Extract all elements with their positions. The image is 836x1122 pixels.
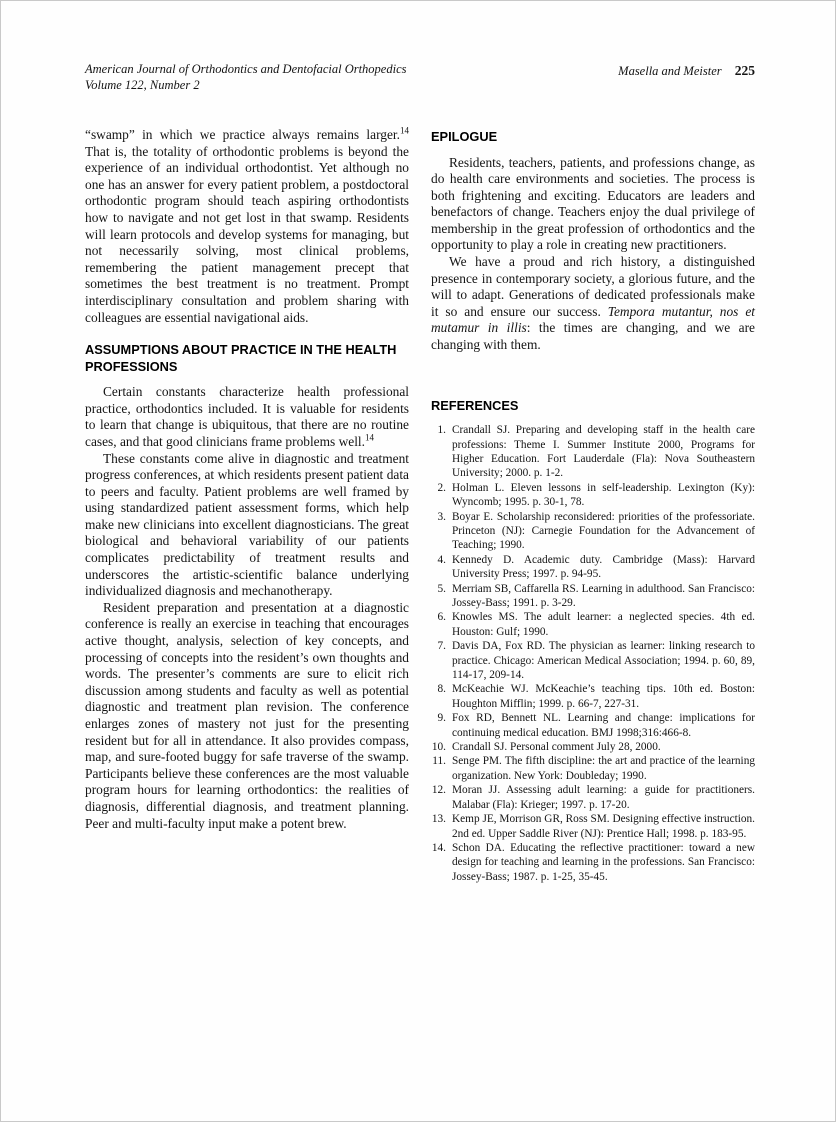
reference-text: McKeachie WJ. McKeachie’s teaching tips. 10th ed. Boston: Houghton Mifflin; 1999. p. 66-7, 227-31. <box>452 683 755 710</box>
section-heading: ASSUMPTIONS ABOUT PRACTICE IN THE HEALTH PROFESSIONS <box>85 342 397 374</box>
reference-item <box>431 812 755 841</box>
italic-phrase: Tempora mutantur, nos et mutamur in illis <box>431 303 755 336</box>
reference-number: 13. <box>431 813 446 826</box>
reference-number: 6. <box>437 611 446 624</box>
text-run: “swamp” in which we practice always remains larger. <box>85 127 400 142</box>
running-authors: Masella and Meister <box>618 64 722 78</box>
paragraph <box>85 451 409 600</box>
reference-list <box>431 423 755 884</box>
reference-text: Knowles MS. The adult learner: a neglected species. 4th ed. Houston: Gulf; 1990. <box>452 611 755 638</box>
header-left <box>85 62 407 93</box>
paragraph <box>431 254 755 354</box>
journal-title: American Journal of Orthodontics and Dentofacial Orthopedics <box>85 62 407 76</box>
reference-item <box>431 783 755 812</box>
reference-item <box>431 639 755 682</box>
reference-item <box>431 481 755 510</box>
journal-issue: Volume 122, Number 2 <box>85 77 200 92</box>
reference-text: Crandall SJ. Preparing and developing staff in the health care professions: Theme I. Summer Institute 2000, Programs for Higher Education. Fort Lauderdale (Fla): Nova Southeastern University; 2000. p. 1-2. <box>452 424 755 480</box>
text-run: These constants come alive in diagnostic and treatment progress conferences, at which residents present patient data to peers and faculty. Patient problems are well framed by using standardized patient assessment forms, which help make new clinicians into excellent diagnosticians. The great biological and behavioral variability of our patients complicates predictability of treatment results and underscores the artistic-scientific balance underlying individualized diagnosis and mechanotherapy. <box>85 450 409 599</box>
reference-number: 8. <box>437 683 446 696</box>
reference-item <box>431 682 755 711</box>
reference-item <box>431 841 755 884</box>
text-run: : the times are changing, and we are changing with them. <box>431 320 755 353</box>
reference-number: 10. <box>431 741 446 754</box>
reference-number: 3. <box>437 510 446 523</box>
reference-item <box>431 754 755 783</box>
reference-number: 2. <box>437 481 446 494</box>
reference-number: 11. <box>432 755 446 768</box>
reference-text: Senge PM. The fifth discipline: the art and practice of the learning organization. New York: Doubleday; 1990. <box>452 755 755 782</box>
reference-number: 4. <box>437 553 446 566</box>
reference-number: 7. <box>437 640 446 653</box>
reference-item <box>431 740 755 754</box>
reference-number: 1. <box>437 424 446 437</box>
reference-text: Boyar E. Scholarship reconsidered: priorities of the professoriate. Princeton (NJ): Carnegie Foundation for the Advancement of Teaching; 1990. <box>452 510 755 552</box>
reference-text: Fox RD, Bennett NL. Learning and change: implications for continuing medical education. BMJ 1998;316:466-8. <box>452 712 755 739</box>
paragraph <box>85 600 409 832</box>
citation-superscript: 14 <box>365 432 375 443</box>
paragraph <box>85 127 409 326</box>
text-run: That is, the totality of orthodontic problems is beyond the experience of an individual orthodontist. Yet although no one has an answer for every patient problem, a postdoctoral orthodontic program should teach aspiring orthodontists how to navigate and not get lost in that swamp. Residents will learn protocols and develop systems for managing, but not necessarily solving, most clinical problems, remembering the patient management precept that sometimes the best treatment is no treatment. Prompt interdisciplinary consultation and problem sharing with colleagues are essential navigational aids. <box>85 143 409 325</box>
reference-text: Holman L. Eleven lessons in self-leadership. Lexington (Ky): Wyncomb; 1995. p. 30-1, 78. <box>452 481 755 509</box>
reference-number: 5. <box>437 582 446 595</box>
reference-number: 14. <box>431 841 446 854</box>
page-number: 225 <box>734 63 755 78</box>
reference-item <box>431 610 755 639</box>
section-heading: EPILOGUE <box>431 129 498 144</box>
reference-item <box>431 423 755 481</box>
text-run: Certain constants characterize health professional practice, orthodontics included. It is valuable for residents to learn that change is ubiquitous, that there are no routine cases, and that good clinicians frame problems well. <box>85 384 409 449</box>
reference-text: Schon DA. Educating the reflective practitioner: toward a new design for teaching and learning in the professions. San Francisco: Jossey-Bass; 1987. p. 1-25, 35-45. <box>452 841 755 883</box>
header-right <box>618 62 755 80</box>
reference-text: Kemp JE, Morrison GR, Ross SM. Designing effective instruction. 2nd ed. Upper Saddle River (NJ): Prentice Hall; 1998. p. 183-95. <box>452 813 755 840</box>
reference-item <box>431 510 755 553</box>
text-run: We have a proud and rich history, a distinguished presence in contemporary society, a glorious future, and the will to adapt. Generations of dedicated professionals make it so and ensure our success. <box>431 254 755 319</box>
section-heading: REFERENCES <box>431 397 519 413</box>
text-run: Resident preparation and presentation at a diagnostic conference is really an exercise in teaching that encourages active thought, analysis, selection of key concepts, and processing of concepts into the resident’s own thoughts and words. The presenter’s comments are sure to elicit rich discussion among students and faculty as well as potential diagnostic and treatment plan revision. The conference enlarges zones of mastery not just for the presenting resident but for all in attendance. It also provides compass, map, and sure-footed buggy for safe traverse of the swamp. Participants believe these conferences are the most valuable program hours for learning orthodontics: the realities of diagnosis, differential diagnosis, and treatment planning. Peer and multi-faculty input make a potent brew. <box>85 599 409 831</box>
paragraph <box>431 155 755 255</box>
left-column <box>85 127 409 884</box>
reference-number: 9. <box>437 712 446 725</box>
reference-text: Moran JJ. Assessing adult learning: a guide for practitioners. Malabar (Fla): Krieger; 1997. p. 17-20. <box>452 784 755 811</box>
two-column-body <box>85 127 755 884</box>
reference-text: Merriam SB, Caffarella RS. Learning in adulthood. San Francisco: Jossey-Bass; 1991. p. 3-29. <box>452 582 755 609</box>
text-run: Residents, teachers, patients, and professions change, as do health care environments and societies. The process is both frightening and exciting. Educators are leaders and benefactors of change. Teachers enjoy the dual privilege of membership in the great profession of orthodontics and the opportunity to play a role in creating new practitioners. <box>431 154 755 253</box>
paragraph <box>85 384 409 450</box>
reference-item <box>431 582 755 611</box>
reference-number: 12. <box>431 784 446 797</box>
reference-text: Davis DA, Fox RD. The physician as learner: linking research to practice. Chicago: American Medical Association; 1994. p. 60, 89, 114-17, 209-14. <box>452 640 755 682</box>
reference-item <box>431 553 755 582</box>
page-header <box>85 62 755 93</box>
citation-superscript: 14 <box>400 125 409 136</box>
reference-item <box>431 711 755 740</box>
right-column <box>431 127 755 884</box>
reference-text: Crandall SJ. Personal comment July 28, 2000. <box>452 741 661 754</box>
reference-text: Kennedy D. Academic duty. Cambridge (Mass): Harvard University Press; 1997. p. 94-95. <box>452 553 755 581</box>
